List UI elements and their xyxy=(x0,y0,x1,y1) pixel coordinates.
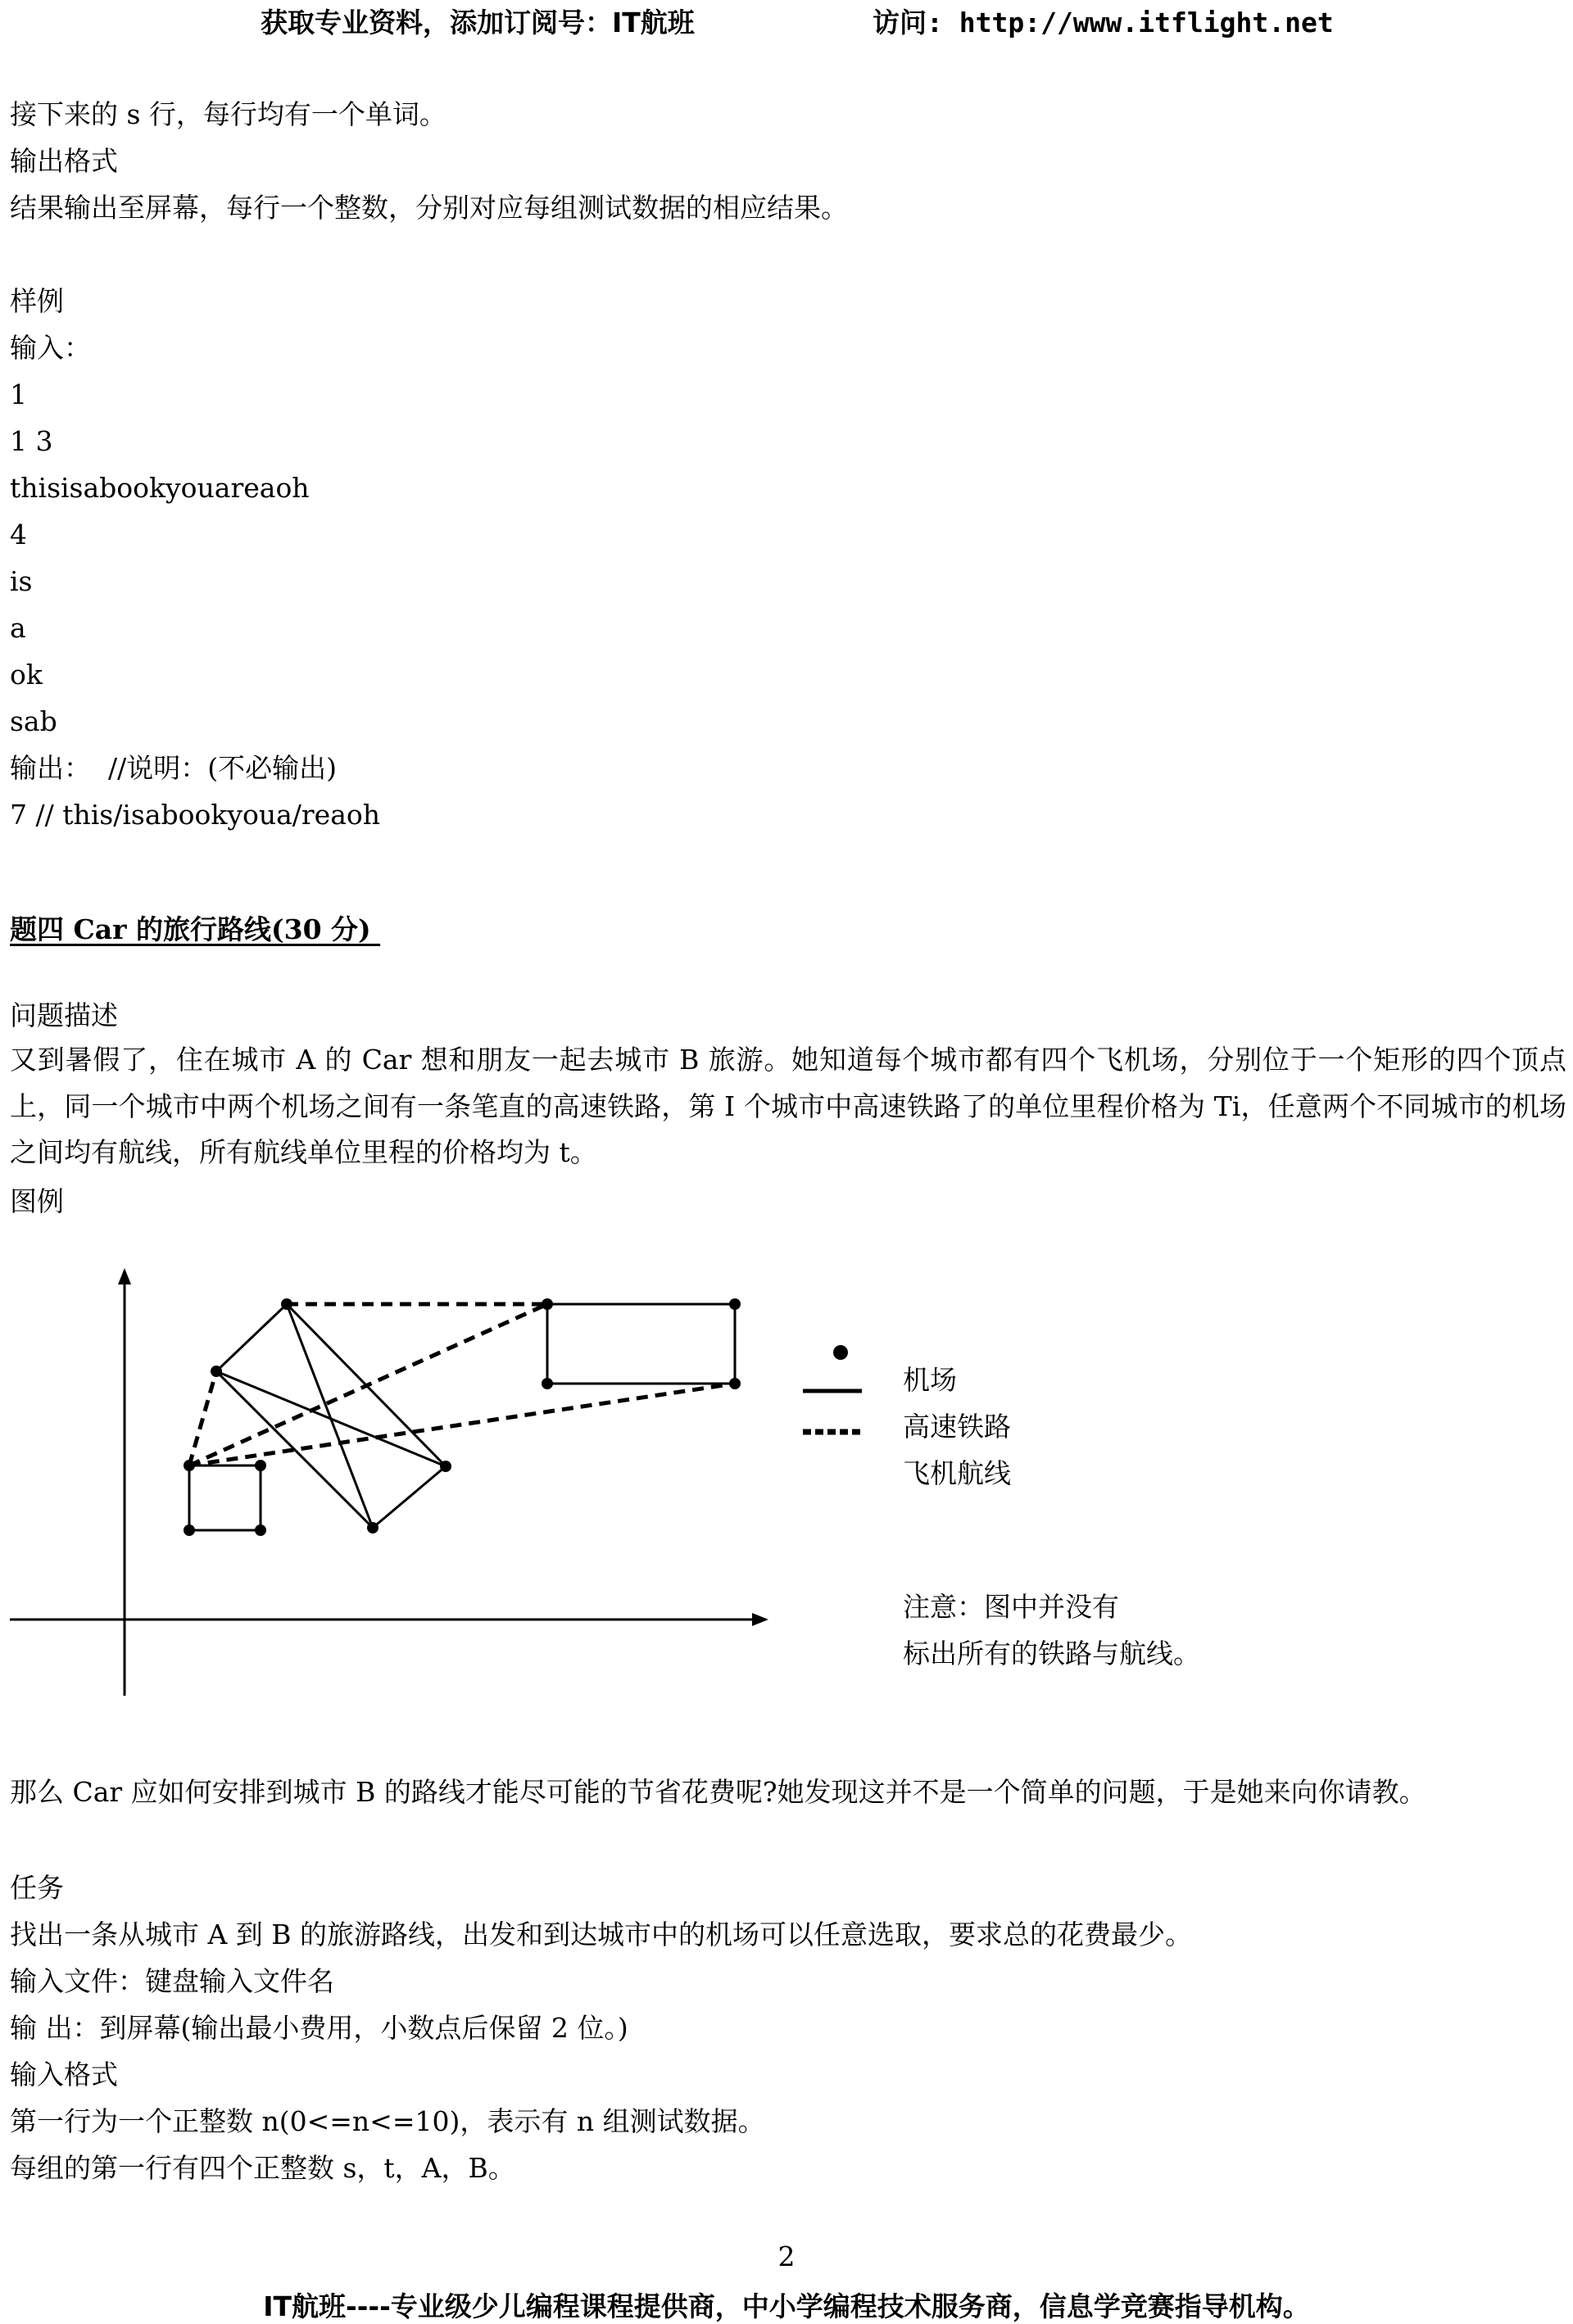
sample-input-line: ok xyxy=(10,659,43,691)
input-format-line: 每组的第一行有四个正整数 s，t，A，B。 xyxy=(10,2152,515,2184)
airport-dot xyxy=(211,1366,222,1377)
page-footer: IT航班----专业级少儿编程课程提供商，中小学编程技术服务商，信息学竞赛指导机构。 xyxy=(263,2290,1310,2322)
airport-dot xyxy=(281,1298,292,1310)
legend-railway-label: 高速铁路 xyxy=(903,1411,1011,1443)
problem-title: 题四 Car 的旅行路线(30 分) xyxy=(10,913,381,945)
airport-dot xyxy=(542,1378,553,1389)
flight-route-line xyxy=(189,1304,547,1466)
legend-flight-label: 飞机航线 xyxy=(903,1457,1011,1489)
input-format-label: 输入格式 xyxy=(10,2059,118,2091)
prev-output-format-label: 输出格式 xyxy=(10,145,118,177)
header-website-text: 访问: http://www.itflight.net xyxy=(873,7,1334,39)
flight-route-line xyxy=(189,1371,216,1466)
problem-description-label: 问题描述 xyxy=(10,999,118,1031)
airport-dot xyxy=(367,1522,379,1533)
sample-input-line: 1 3 xyxy=(10,425,53,457)
sample-input-line: sab xyxy=(10,705,57,737)
airport-dot xyxy=(184,1460,195,1471)
header-subscription-text: 获取专业资料，添加订阅号：IT航班 xyxy=(261,7,695,39)
airport-dot xyxy=(184,1524,195,1536)
sample-input-line: is xyxy=(10,565,33,597)
task-text: 找出一条从城市 A 到 B 的旅游路线，出发和到达城市中的机场可以任意选取，要求总的花费最少。 xyxy=(10,1919,1193,1950)
legend-airport-label: 机场 xyxy=(903,1364,957,1396)
task-label: 任务 xyxy=(10,1872,64,1904)
airport-dot xyxy=(255,1524,266,1536)
railways xyxy=(189,1304,735,1530)
x-axis-arrow xyxy=(752,1613,768,1626)
airport-dot xyxy=(255,1460,266,1471)
prev-output-format-text: 结果输出至屏幕，每行一个整数，分别对应每组测试数据的相应结果。 xyxy=(10,192,848,224)
sample-input-line: 1 xyxy=(10,378,27,410)
sample-output-line: 7 // this/isabookyoua/reaoh xyxy=(10,799,381,831)
figure-label: 图例 xyxy=(10,1185,64,1217)
sample-input-label: 输入： xyxy=(10,332,91,364)
problem-description: 又到暑假了，住在城市 A 的 Car 想和朋友一起去城市 B 旅游。她知道每个城市都有四个飞机场，分别位于一个矩形的四个顶点上，同一个城市中两个机场之间有一条笔直的高速铁路，第 I 个城市中高速铁路了的单位里程价格为 Ti，任意两个不同城市的机场之间均有航线，所有航线单位里程的价格均为 t。 xyxy=(10,1044,1566,1168)
airport-dot xyxy=(729,1298,741,1310)
input-file-text: 输入文件：键盘输入文件名 xyxy=(10,1965,334,1997)
route-diagram-svg xyxy=(0,1262,1573,1712)
sample-input-line: 4 xyxy=(10,519,27,550)
sample-label: 样例 xyxy=(10,285,64,317)
airport-dot xyxy=(542,1298,553,1310)
y-axis-arrow xyxy=(118,1268,131,1284)
airport-dot xyxy=(729,1378,741,1389)
legend-airport-symbol xyxy=(833,1345,848,1360)
input-format-line: 第一行为一个正整数 n(0<=n<=10)，表示有 n 组测试数据。 xyxy=(10,2105,765,2137)
diagram-note-line: 标出所有的铁路与航线。 xyxy=(903,1638,1200,1669)
page-header xyxy=(0,0,1573,39)
output-text: 输 出：到屏幕(输出最小费用，小数点后保留 2 位。) xyxy=(10,2012,628,2044)
city-a-railway xyxy=(189,1466,261,1530)
prev-line-words: 接下来的 s 行，每行均有一个单词。 xyxy=(10,98,447,130)
sample-input-line: a xyxy=(10,612,26,644)
diagram-note-line: 注意：图中并没有 xyxy=(903,1591,1119,1623)
route-diagram xyxy=(0,1262,1573,1712)
airport-dot xyxy=(440,1461,451,1472)
sample-input-line: thisisabookyouareaoh xyxy=(10,472,310,504)
city-b-railway xyxy=(547,1304,735,1384)
question-paragraph: 那么 Car 应如何安排到城市 B 的路线才能尽可能的节省花费呢?她发现这并不是一个简单的问题，于是她来向你请教。 xyxy=(10,1776,1426,1808)
airports xyxy=(184,1298,741,1536)
sample-output-label: 输出： //说明：(不必输出) xyxy=(10,752,337,784)
page-number: 2 xyxy=(777,2240,796,2272)
